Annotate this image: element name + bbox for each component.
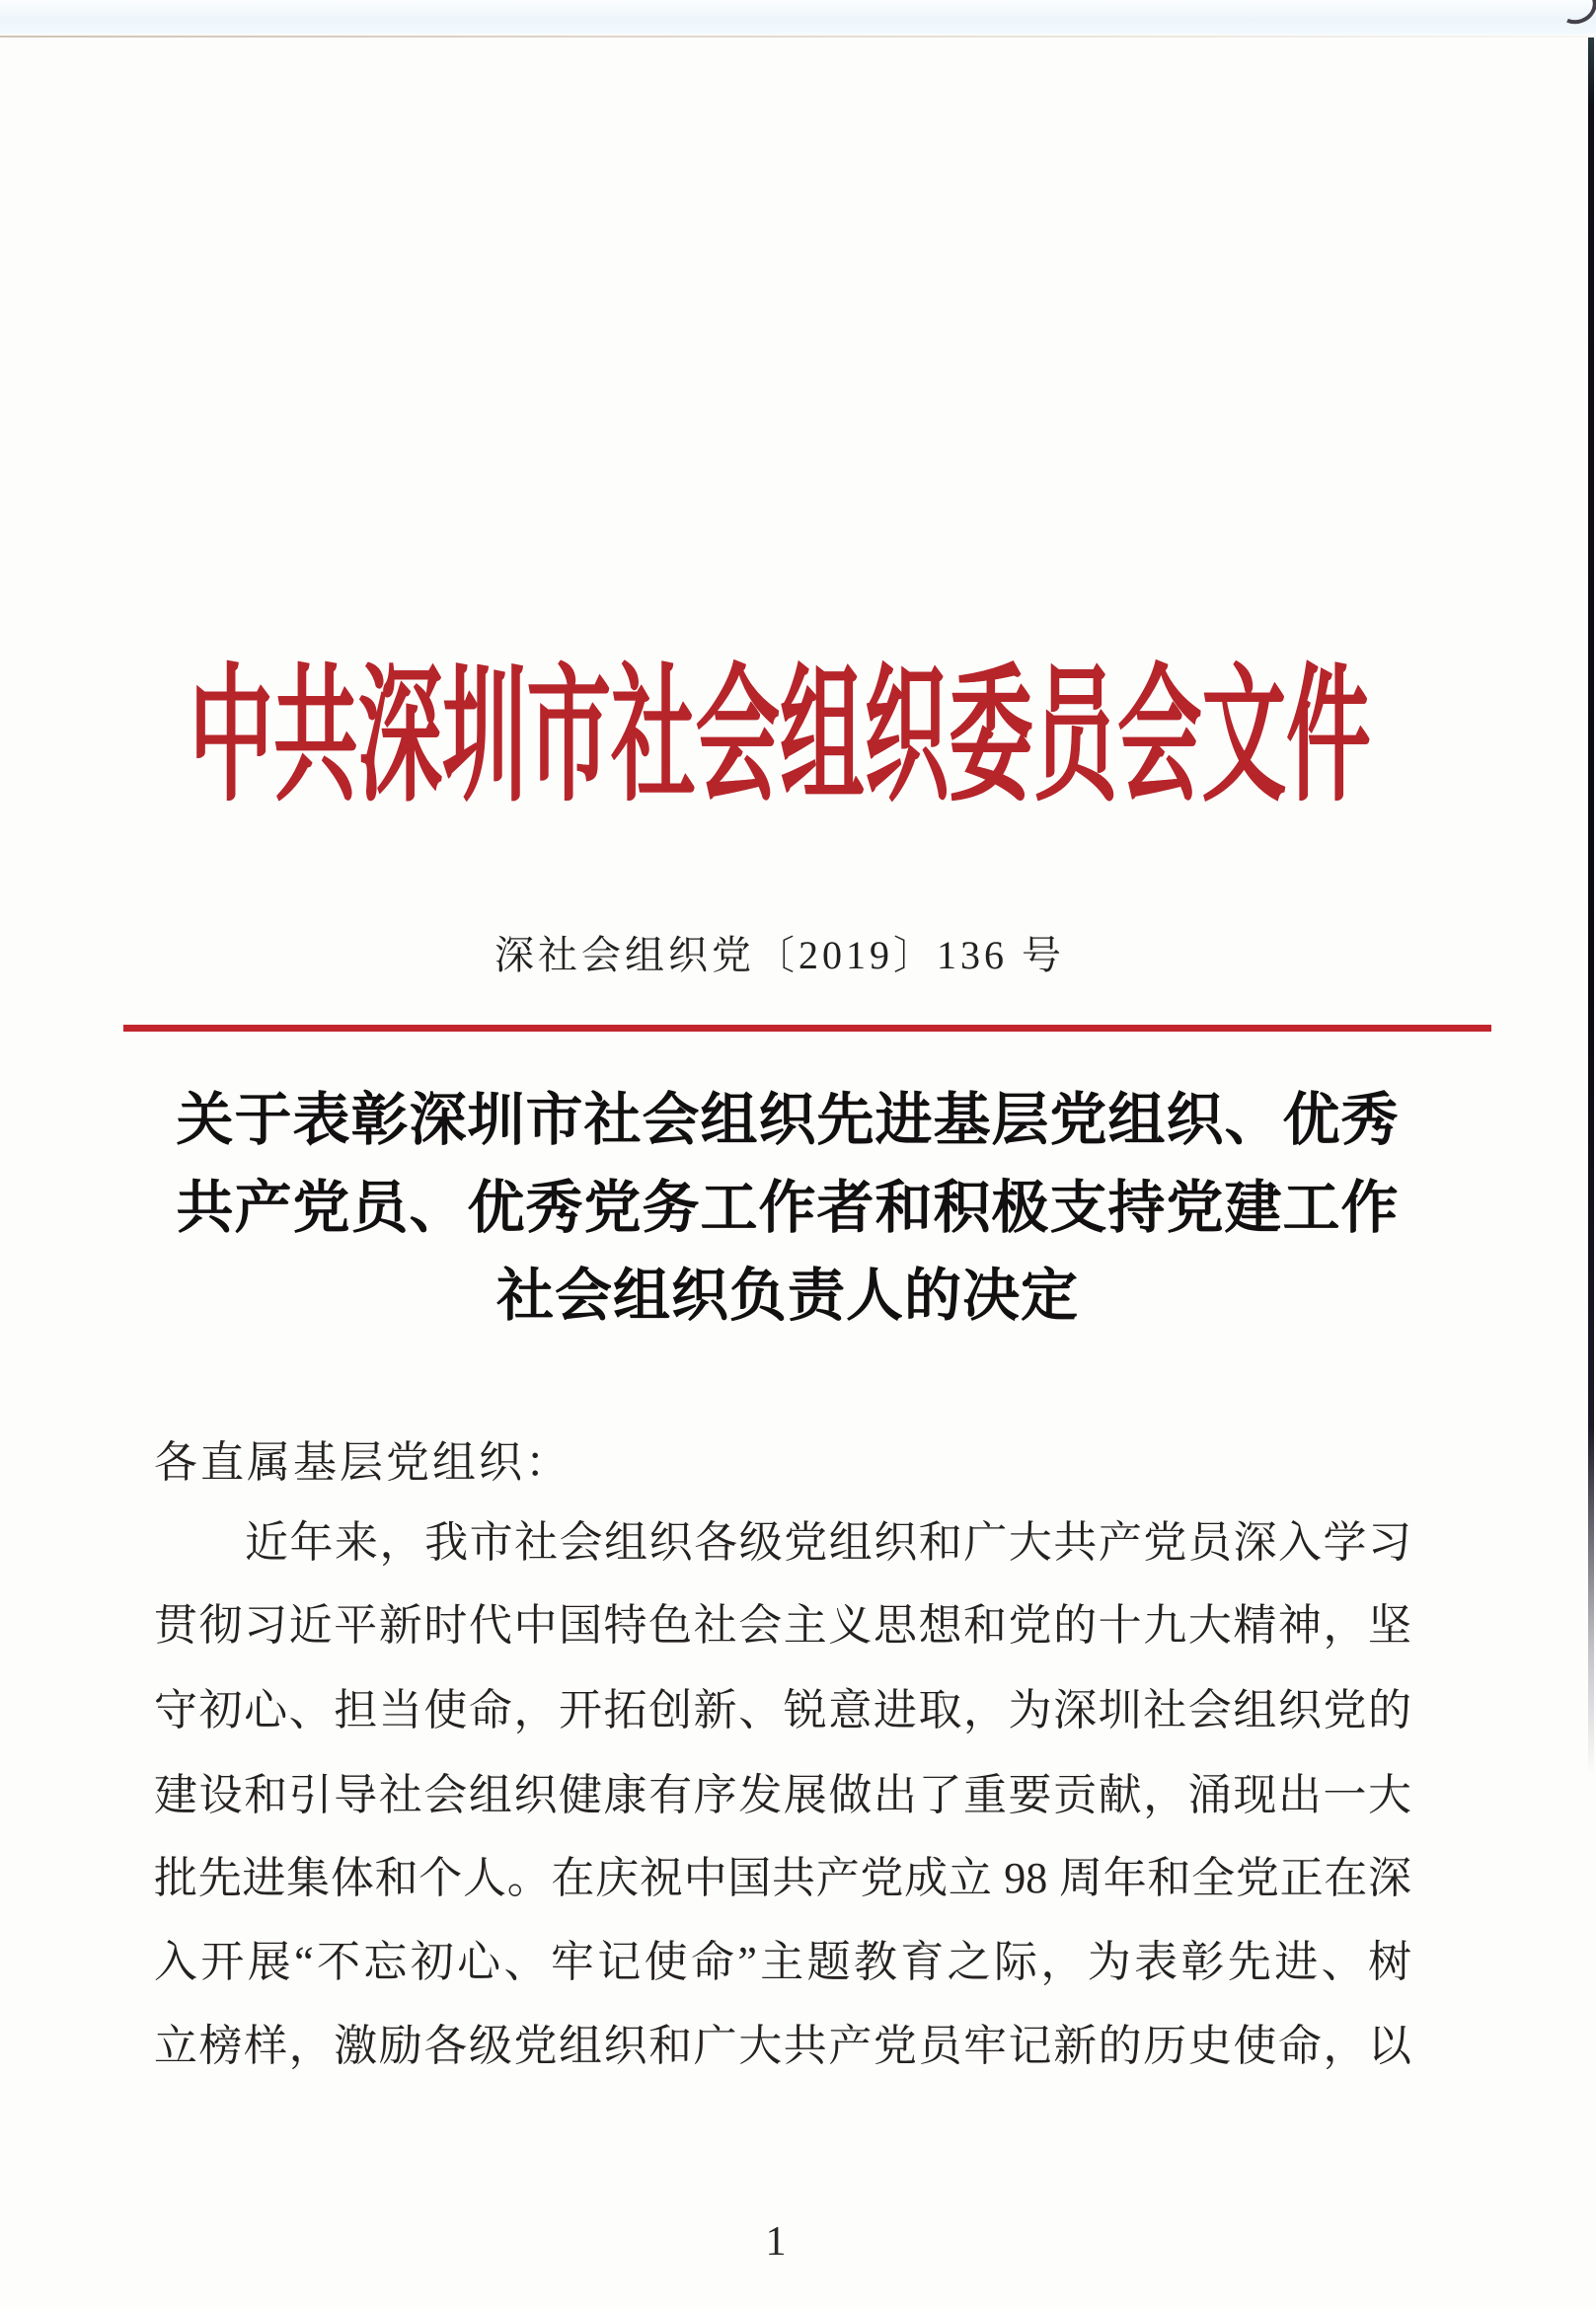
body-text-line-2: 贯彻习近平新时代中国特色社会主义思想和党的十九大精神，坚 <box>154 1601 1411 1650</box>
document-title <box>176 1076 1399 1340</box>
scan-top-edge-band <box>0 0 1596 35</box>
document-title-line-1: 关于表彰深圳市社会组织先进基层党组织、优秀 <box>176 1088 1400 1152</box>
body-text-line-5: 批先进集体和个人。在庆祝中国共产党成立 98 周年和全党正在深 <box>154 1854 1411 1902</box>
document-title-line-2: 共产党员、优秀党务工作者和积极支持党建工作 <box>176 1176 1400 1240</box>
document-title-line-3: 社会组织负责人的决定 <box>495 1264 1080 1328</box>
body-text-line-3: 守初心、担当使命，开拓创新、锐意进取，为深圳社会组织党的 <box>154 1686 1411 1734</box>
body-text-line-7: 立榜样，激励各级党组织和广大共产党员牢记新的历史使命，以 <box>154 2022 1411 2070</box>
salutation-line: 各直属基层党组织： <box>154 1438 571 1487</box>
body-text-line-6: 入开展“不忘初心、牢记使命”主题教育之际，为表彰先进、树 <box>154 1938 1411 1986</box>
page-number: 1 <box>765 2219 787 2265</box>
red-divider-rule <box>123 1025 1491 1032</box>
body-text-line-4: 建设和引导社会组织健康有序发展做出了重要贡献，涌现出一大 <box>154 1771 1411 1819</box>
red-letterhead-title: 中共深圳市社会组织委员会文件 <box>189 655 1371 819</box>
document-number: 深社会组织党〔2019〕136 号 <box>494 933 1065 977</box>
scan-right-edge-line <box>1588 38 1594 1775</box>
body-text-line-1: 近年来，我市社会组织各级党组织和广大共产党员深入学习 <box>245 1518 1411 1567</box>
scan-top-edge-line <box>0 36 1596 38</box>
